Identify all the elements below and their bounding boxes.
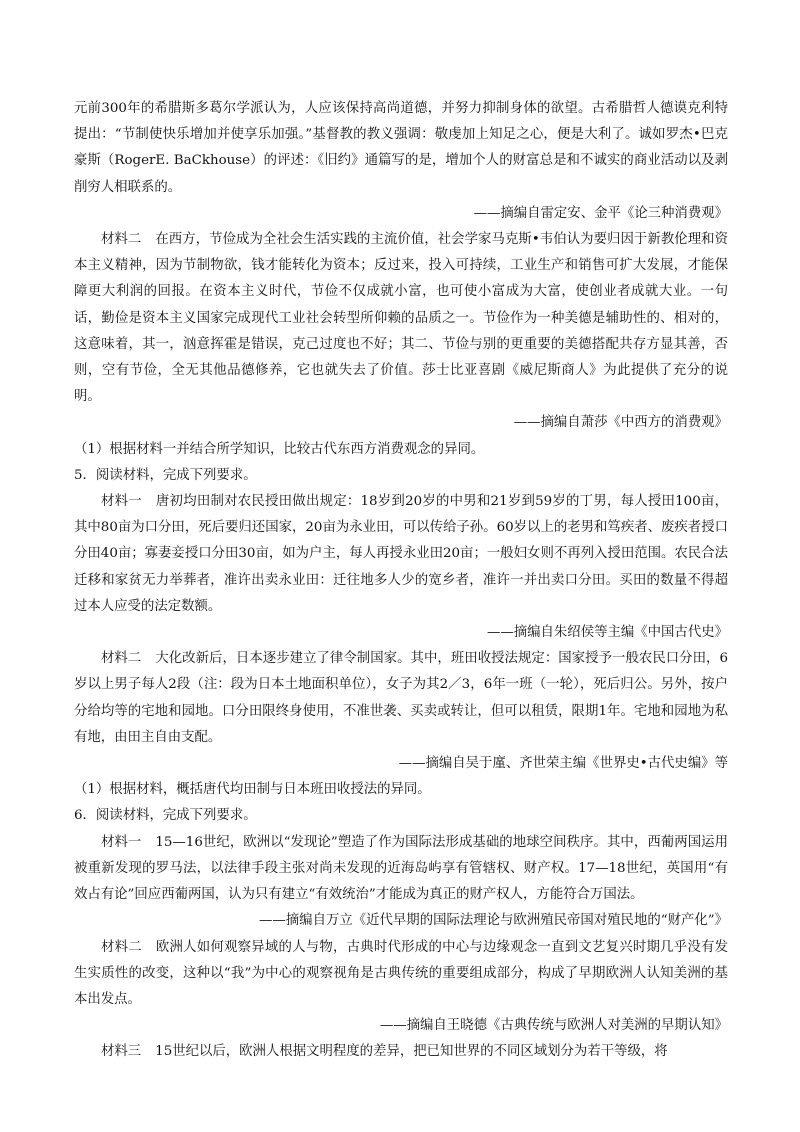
section4-source-1: ——摘编自雷定安、金平《论三种消费观》 [473, 205, 728, 221]
document-page [74, 96, 728, 1066]
section4-material-2 [74, 227, 728, 410]
section4-source-2: ——摘编自萧莎《中西方的消费观》 [513, 415, 728, 431]
material-text: 15世纪以后，欧洲人根据文明程度的差异，把已知世界的不同区域划分为若干等级，将 [155, 1044, 668, 1060]
material-label: 材料二 [101, 232, 142, 248]
material-label: 材料二 [101, 651, 142, 667]
section6-source-1: ——摘编自万立《近代早期的国际法理论与欧洲殖民帝国对殖民地的“财产化”》 [259, 913, 728, 929]
section5-source-1: ——摘编自朱绍侯等主编《中国古代史》 [486, 625, 728, 641]
material-label: 材料一 [101, 494, 142, 510]
section6-heading: 6．阅读材料，完成下列要求。 [74, 808, 257, 824]
material-text: 唐初均田制对农民授田做出规定：18岁到20岁的中男和21岁到59岁的丁男，每人授田100亩，其中80亩为口分田，死后要归还国家，20亩为永业田，可以传给子孙。60岁以上的老男和笃疾者、废疾者授口分田40亩；寡妻妾授口分田30亩，如为户主，每人再授永业田20亩；一般妇女则不再列入授田范围。农民合法迁移和家贫无力举葬者，准许出卖永业田：迁往地多人少的宽乡者，准许一并出卖口分田。买田的数量不得超过本人应受的法定数额。 [74, 494, 728, 614]
section6-material-3 [74, 1039, 728, 1065]
section6-material-2 [74, 935, 728, 1014]
material-text: 15—16世纪，欧洲以“发现论”塑造了作为国际法形成基础的地球空间秩序。其中，西葡两国运用被重新发现的罗马法，以法律手段主张对尚未发现的近海岛屿享有管辖权、财产权。17—18世纪，英国用“有效占有论”回应西葡两国，认为只有建立“有效统治”才能成为真正的财产权人，方能符合万国法。 [74, 834, 728, 903]
material-label: 材料二 [101, 939, 142, 955]
section6-source-2: ——摘编自王晓德《古典传统与欧洲人对美洲的早期认知》 [379, 1018, 728, 1034]
section6-material-1 [74, 830, 728, 909]
section5-heading: 5．阅读材料，完成下列要求。 [74, 467, 257, 483]
material-text: 大化改新后，日本逐步建立了律令制国家。其中，班田收授法规定：国家授予一般农民口分田，6岁以上男子每人2段（注：段为日本土地面积单位），女子为其2／3，6年一班（一轮），死后归公。另外，按户分给均等的宅地和园地。口分田限终身使用，不准世袭、买卖或转让，但可以租赁，限期1年。宅地和园地为私有地，由田主自由支配。 [74, 651, 728, 745]
material-text: 欧洲人如何观察异域的人与物，古典时代形成的中心与边缘观念一直到文艺复兴时期几乎没有发生实质性的改变，这种以“我”为中心的观察视角是古典传统的重要组成部分，构成了早期欧洲人认知美洲的基本出发点。 [74, 939, 729, 1007]
section5-question: （1）根据材料，概括唐代均田制与日本班田收授法的异同。 [74, 782, 431, 798]
material-label: 材料一 [101, 834, 142, 850]
section5-source-2: ——摘编自吴于廑、齐世荣主编《世界史•古代史编》等 [398, 756, 728, 772]
section4-question: （1）根据材料一并结合所学知识，比较古代东西方消费观念的异同。 [74, 441, 485, 457]
material-text: 在西方，节俭成为全社会生活实践的主流价值，社会学家马克斯•韦伯认为要归因于新教伦理和资本主义精神，因为节制物欲，钱才能转化为资本；反过来，投入可持续，工业生产和销售可扩大发展，才能保障更大利润的回报。在资本主义时代，节俭不仅成就小富，也可使小富成为大富，使创业者成就大业。一句话，勤俭是资本主义国家完成现代工业社会转型所仰赖的品质之一。节俭作为一种美德是辅助性的、相对的，这意味着，其一，汹意挥霍是错误，克己过度也不好；其二、节俭与别的更重要的美德搭配共存方显其善，否则，空有节俭，全无其他品德修养，它也就失去了价值。莎士比亚喜剧《威尼斯商人》为此提供了充分的说明。 [74, 232, 728, 405]
section4-continued-text: 元前300年的希腊斯多葛尔学派认为，人应该保持高尚道德，并努力抑制身体的欲望。古希腊哲人德谟克利特提出：“节制使快乐增加并使享乐加强。”基督教的教义强调：敬虔加上知足之心，便是大利了。诚如罗杰•巴克豪斯（RogerE. BaCkhouse）的评述：《旧约》通篇写的是，增加个人的财富总是和不诚实的商业活动以及剥削穷人相联系的。 [74, 101, 728, 195]
material-label: 材料三 [101, 1044, 142, 1060]
section5-material-2 [74, 646, 728, 751]
section5-material-1 [74, 489, 728, 620]
